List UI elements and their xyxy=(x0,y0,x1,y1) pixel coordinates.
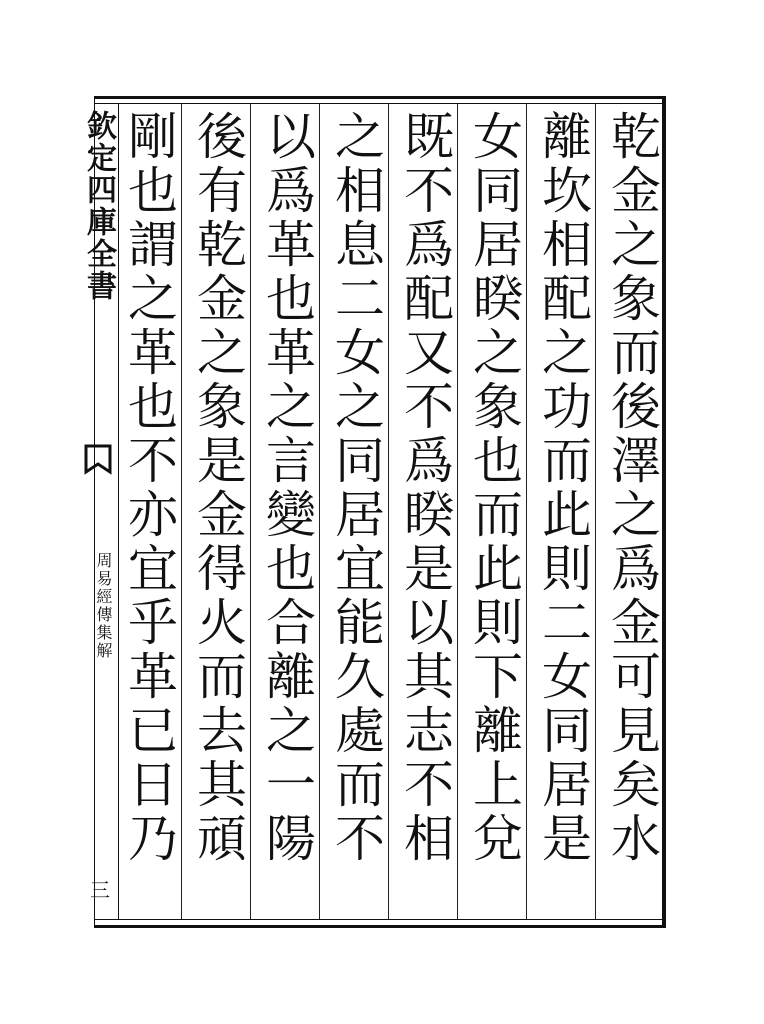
text-column-3: 女同居睽之象也而此則下離上兌 xyxy=(465,110,523,866)
frame-top-rule xyxy=(94,96,666,99)
text-column-2: 離坎相配之功而此則二女同居是 xyxy=(534,110,592,866)
text-column-7: 後有乾金之象是金得火而去其頑 xyxy=(189,110,247,866)
margin-folio-number: 三 xyxy=(90,878,110,902)
margin-series-title: 欽定四庫全書 xyxy=(81,110,116,302)
text-column-8: 剛也謂之革也不亦宜乎革已日乃 xyxy=(120,110,178,866)
text-column-5: 之相息二女之同居宜能久處而不 xyxy=(327,110,385,866)
margin-divider xyxy=(118,104,119,919)
margin-book-title: 周易經傳集解 xyxy=(94,552,113,660)
text-column-6: 以爲革也革之言變也合離之一陽 xyxy=(258,110,316,866)
text-column-4: 既不爲配又不爲睽是以其志不相 xyxy=(396,110,454,866)
frame-top-inner-rule xyxy=(94,103,666,104)
text-column-1: 乾金之象而後澤之爲金可見矣水 xyxy=(603,110,661,866)
margin-column xyxy=(78,104,118,919)
frame-bottom-rule xyxy=(94,925,666,928)
fishtail-icon xyxy=(84,442,112,478)
frame-bottom-inner-rule xyxy=(94,919,666,920)
